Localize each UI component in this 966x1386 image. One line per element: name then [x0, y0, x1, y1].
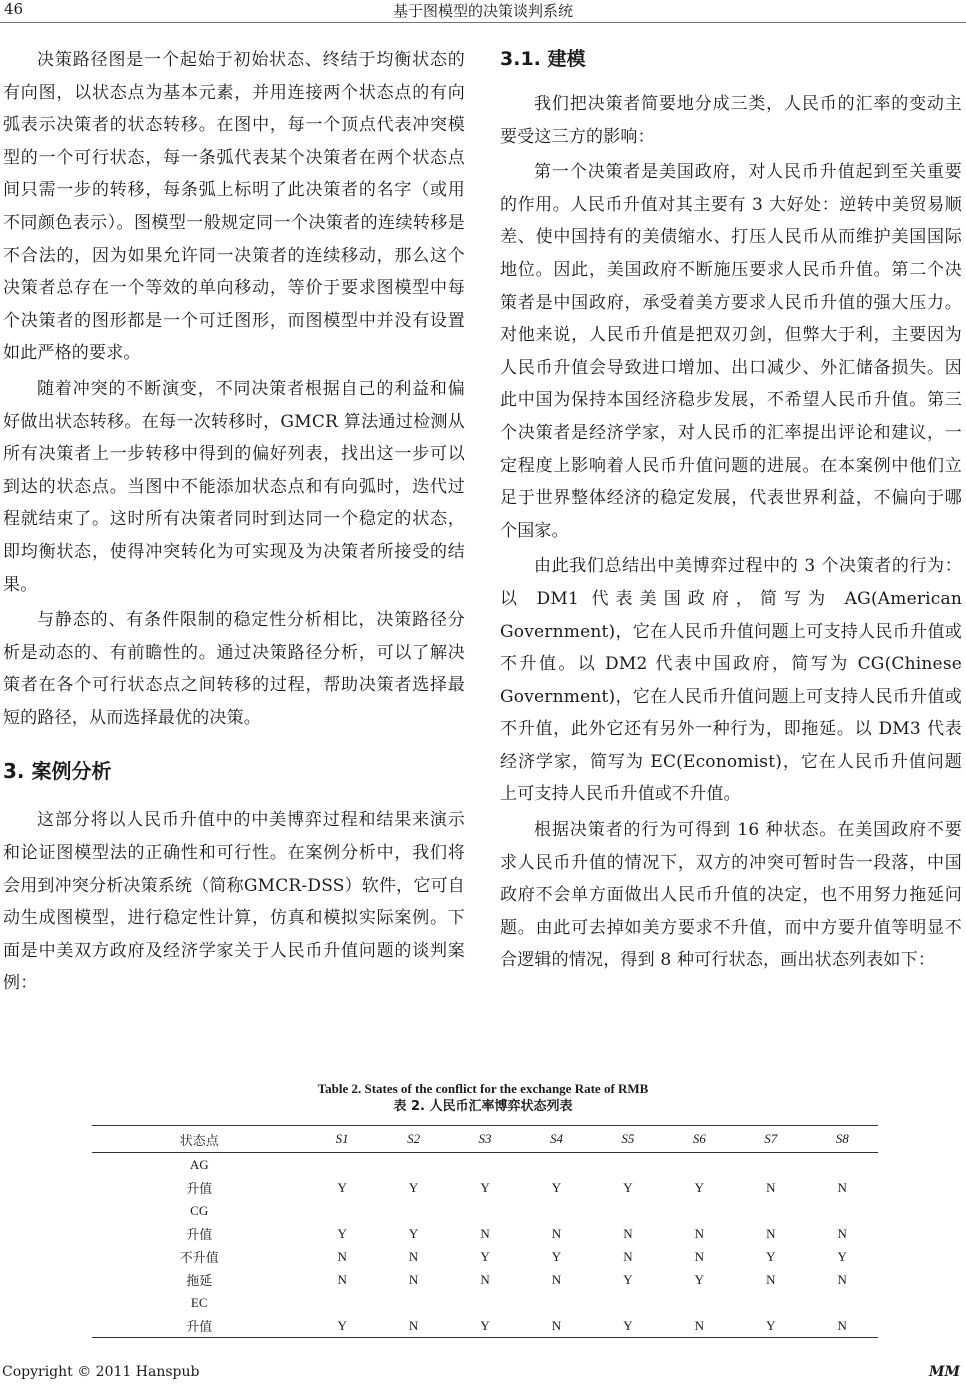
table-cell [378, 1291, 449, 1314]
running-title: 基于图模型的决策谈判系统 [392, 2, 573, 20]
table-cell: N [408, 1271, 419, 1287]
page-header [0, 0, 966, 23]
row-label: 不升值 [179, 1250, 219, 1265]
table-cell [306, 1199, 377, 1222]
table-cell [306, 1153, 377, 1177]
table-cell [592, 1153, 663, 1177]
table-cell [735, 1291, 806, 1314]
state-header: S1 [306, 1126, 377, 1153]
copyright-notice: Copyright © 2011 Hanspub [2, 1364, 200, 1380]
table-row [92, 1176, 878, 1199]
table-cell: N [766, 1225, 776, 1241]
state-header: S3 [449, 1126, 520, 1153]
table-cell: N [337, 1248, 347, 1264]
state-header: S6 [664, 1126, 735, 1153]
table-cell: Y [694, 1179, 705, 1195]
state-header: S4 [521, 1126, 592, 1153]
table-cell: Y [480, 1179, 490, 1195]
table-cell [592, 1199, 663, 1222]
paragraph: 决策路径图是一个起始于初始状态、终结于均衡状态的有向图，以状态点为基本元素，并用连接两个状态点的有向弧表示决策者的状态转移。在图中，每一个顶点代表冲突模型的一个可行状态，每一条弧代表某个决策者在两个状态点间只需一步的转移，每条弧上标明了此决策者的名字（或用不同颜色表示）。图模型一般规定同一个决策者的连续转移是不合法的，因为如果允许同一决策者的连续移动，那么这个决策者总存在一个等效的单向移动，等价于要求图模型中每个决策者的图形都是一个可迁图形，而图模型中并没有设置如此严格的要求。 [3, 50, 465, 364]
table-cell: Y [449, 1314, 520, 1338]
table-cell: N [408, 1248, 419, 1264]
table-cell [592, 1291, 663, 1314]
table-cell: Y [592, 1314, 663, 1338]
table-cell: Y [694, 1271, 705, 1287]
table-cell [735, 1199, 806, 1222]
table-cell: N [623, 1248, 633, 1264]
table-cell [378, 1199, 449, 1222]
table-cell: Y [623, 1179, 633, 1195]
table-cell [521, 1153, 592, 1177]
right-column [500, 44, 962, 977]
paragraph: 这部分将以人民币升值中的中美博弈过程和结果来演示和论证图模型法的正确性和可行性。在案例分析中，我们将会用到冲突分析决策系统（简称GMCR-DSS）软件，它可自动生成图模型，进行稳定性计算，仿真和模拟实际案例。下面是中美双方政府及经济学家关于人民币升值问题的谈判案例： [3, 810, 465, 994]
table-cell: N [337, 1271, 347, 1287]
table-cell [664, 1153, 735, 1177]
paragraph: 随着冲突的不断演变，不同决策者根据自己的利益和偏好做出状态转移。在每一次转移时，GMCR 算法通过检测从所有决策者上一步转移中得到的偏好列表，找出这一步可以到达的状态点。当图中不能添加状态点和有向弧时，迭代过程就结束了。这时所有决策者同时到达同一个稳定的状态，即均衡状态，使得冲突转化为可实现及为决策者所接受的结果。 [3, 378, 465, 595]
table-cell: Y [551, 1248, 562, 1264]
table-cell [735, 1153, 806, 1177]
table-cell: Y [837, 1248, 847, 1264]
table-cell [664, 1291, 735, 1314]
table-row [92, 1314, 878, 1338]
table-cell: Y [306, 1314, 377, 1338]
table-row [92, 1153, 878, 1177]
table-cell: N [378, 1314, 449, 1338]
table-cell [378, 1153, 449, 1177]
table-cell: Y [337, 1179, 347, 1195]
state-header: S8 [806, 1126, 878, 1153]
table-cell [449, 1153, 520, 1177]
paragraph: 我们把决策者简要地分成三类，人民币的汇率的变动主要受这三方的影响： [500, 94, 962, 147]
state-header: S5 [592, 1126, 663, 1153]
table-cell: N [837, 1225, 847, 1241]
table-cell: N [480, 1271, 490, 1287]
table-cell [306, 1291, 377, 1314]
table-cell: N [664, 1314, 735, 1338]
paragraph: 第一个决策者是美国政府，对人民币升值起到至关重要的作用。人民币升值对其主要有 3 大好处：逆转中美贸易顺差、使中国持有的美债缩水、打压人民币从而维护美国国际地位。因此，美国政府不断施压要求人民币升值。第二个决策者是中国政府，承受着美方要求人民币升值的强大压力。对他来说，人民币升值是把双刃剑，但弊大于利，主要因为人民币升值会导致进口增加、出口减少、外汇储备损失。因此中国为保持本国经济稳步发展，不希望人民币升值。第三个决策者是经济学家，对人民币的汇率提出评论和建议，一定程度上影响着人民币升值问题的进展。在本案例中他们立足于世界整体经济的稳定发展，代表世界利益，不偏向于哪个国家。 [500, 162, 962, 541]
state-header: S2 [378, 1126, 449, 1153]
row-label: 升值 [186, 1227, 213, 1242]
table-cell: N [806, 1314, 878, 1338]
table-cell: Y [551, 1179, 562, 1195]
state-header: S7 [735, 1126, 806, 1153]
table-cell [806, 1153, 878, 1177]
table-cell [521, 1199, 592, 1222]
row-label: CG [190, 1202, 209, 1218]
table-cell: N [551, 1225, 562, 1241]
table-header-row [92, 1126, 878, 1153]
paragraph: 由此我们总结出中美博弈过程中的 3 个决策者的行为：以 DM1 代表美国政府，简写为 AG(American Government)，它在人民币升值问题上可支持人民币升值或不升值。以 DM2 代表中国政府，简写为 CG(Chinese Government)，它在人民币升值问题上可支持人民币升值或不升值，此外它还有另外一种行为，即拖延。以 DM3 代表经济学家，简写为 EC(Economist)，它在人民币升值问题上可支持人民币升值或不升值。 [500, 556, 962, 805]
table-row [92, 1291, 878, 1314]
table-cell: Y [735, 1314, 806, 1338]
table-cell: Y [623, 1271, 633, 1287]
row-label: 升值 [186, 1181, 213, 1196]
table-cell [449, 1291, 520, 1314]
row-label: AG [189, 1156, 209, 1172]
paragraph: 与静态的、有条件限制的稳定性分析相比，决策路径分析是动态的、有前瞻性的。通过决策路径分析，可以了解决策者在各个可行状态点之间转移的过程，帮助决策者选择最短的路径，从而选择最优的决策。 [3, 610, 465, 728]
table-caption [0, 1080, 966, 1116]
table-cell: Y [408, 1225, 419, 1241]
table-cell: N [694, 1225, 705, 1241]
table-cell: N [766, 1271, 776, 1287]
table-row [92, 1199, 878, 1222]
table-cell: Y [766, 1248, 776, 1264]
table-row [92, 1268, 878, 1291]
table-cell: N [766, 1179, 776, 1195]
table-row [92, 1222, 878, 1245]
table-cell: Y [480, 1248, 490, 1264]
table-cell: N [694, 1248, 705, 1264]
table-cell: N [551, 1271, 562, 1287]
paragraph: 根据决策者的行为可得到 16 种状态。在美国政府不要求人民币升值的情况下，双方的冲突可暂时告一段落，中国政府不会单方面做出人民币升值的决定，也不用努力拖延问题。由此可去掉如美方要求不升值，而中方要升值等明显不合逻辑的情况，得到 8 种可行状态，画出状态列表如下： [500, 820, 962, 971]
table-cell [521, 1291, 592, 1314]
table-row [92, 1245, 878, 1268]
page-number: 46 [4, 0, 24, 18]
table-cell: Y [337, 1225, 347, 1241]
table-cell: N [480, 1225, 490, 1241]
table-cell [806, 1199, 878, 1222]
left-column [3, 44, 465, 1000]
table-caption-chinese: 表 2. 人民币汇率博弈状态列表 [393, 1099, 573, 1114]
states-table [92, 1125, 878, 1338]
table-cell [806, 1291, 878, 1314]
row-label: EC [190, 1294, 208, 1310]
corner-header: 状态点 [92, 1126, 306, 1153]
table-caption-english: Table 2. States of the conflict for the exchange Rate of RMB [317, 1081, 649, 1096]
row-label: 升值 [92, 1314, 306, 1338]
table-cell: Y [408, 1179, 419, 1195]
table-cell: N [623, 1225, 633, 1241]
journal-abbreviation: MM [929, 1364, 960, 1380]
table-cell: N [837, 1179, 847, 1195]
row-label: 拖延 [186, 1273, 213, 1288]
table-cell [449, 1199, 520, 1222]
subsection-heading: 3.1. 建模 [500, 48, 586, 70]
table-cell: N [521, 1314, 592, 1338]
table-cell [664, 1199, 735, 1222]
section-heading: 3. 案例分析 [3, 759, 112, 784]
table-cell: N [837, 1271, 847, 1287]
